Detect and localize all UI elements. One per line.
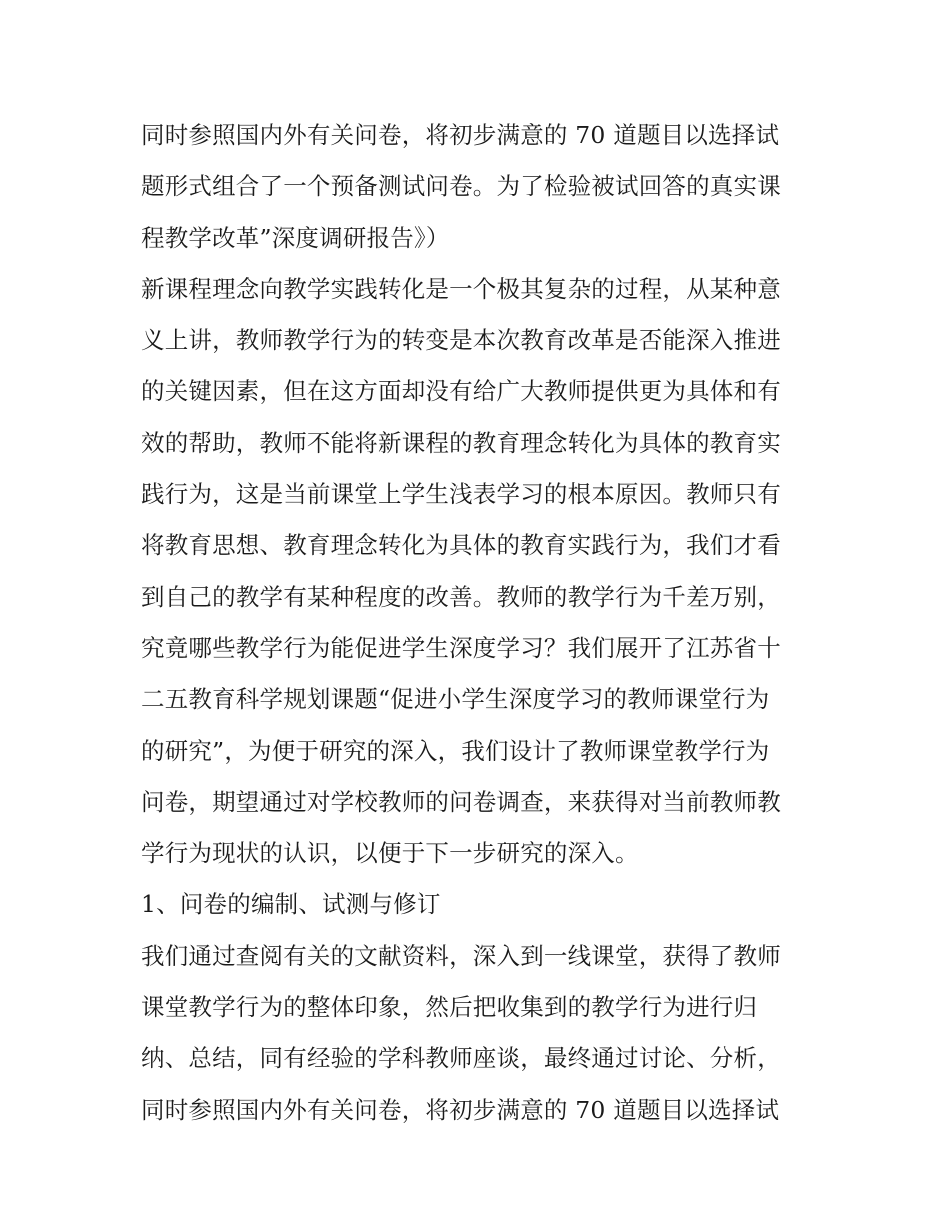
text-line: 将教育思想、教育理念转化为具体的教育实践行为，我们才看 [141,531,781,560]
text-line: 学行为现状的认识，以便于下一步研究的深入。 [141,839,639,868]
text-line: 究竟哪些教学行为能促进学生深度学习？我们展开了江苏省十 [141,633,781,662]
text-line: 问卷，期望通过对学校教师的问卷调查，来获得对当前教师教 [141,787,781,816]
text-line: 新课程理念向教学实践转化是一个极其复杂的过程，从某种意 [141,274,781,303]
text-line: 程教学改革”深度调研报告》） [141,223,450,252]
text-line: 纳、总结，同有经验的学科教师座谈，最终通过讨论、分析， [141,1044,781,1073]
text-line: 践行为，这是当前课堂上学生浅表学习的根本原因。教师只有 [141,480,781,509]
text-line: 同时参照国内外有关问卷，将初步满意的 70 道题目以选择试 [141,121,780,149]
text-line: 二五教育科学规划课题“促进小学生深度学习的教师课堂行为 [141,685,770,714]
text-line: 义上讲，教师教学行为的转变是本次教育改革是否能深入推进 [141,326,781,355]
document-body [141,110,821,1136]
section-heading: 1、问卷的编制、试测与修订 [141,890,441,919]
text-line: 的研究”，为便于研究的深入，我们设计了教师课堂教学行为 [141,736,770,765]
text-line: 的关键因素，但在这方面却没有给广大教师提供更为具体和有 [141,377,781,406]
text-line: 我们通过查阅有关的文献资料，深入到一线课堂，获得了教师 [141,941,781,970]
text-line: 到自己的教学有某种程度的改善。教师的教学行为千差万别， [141,582,781,611]
text-line: 题形式组合了一个预备测试问卷。为了检验被试回答的真实课 [141,172,781,201]
text-line: 课堂教学行为的整体印象，然后把收集到的教学行为进行归 [141,993,758,1022]
text-line: 效的帮助，教师不能将新课程的教育理念转化为具体的教育实 [141,428,781,457]
text-line: 同时参照国内外有关问卷，将初步满意的 70 道题目以选择试 [141,1095,780,1124]
